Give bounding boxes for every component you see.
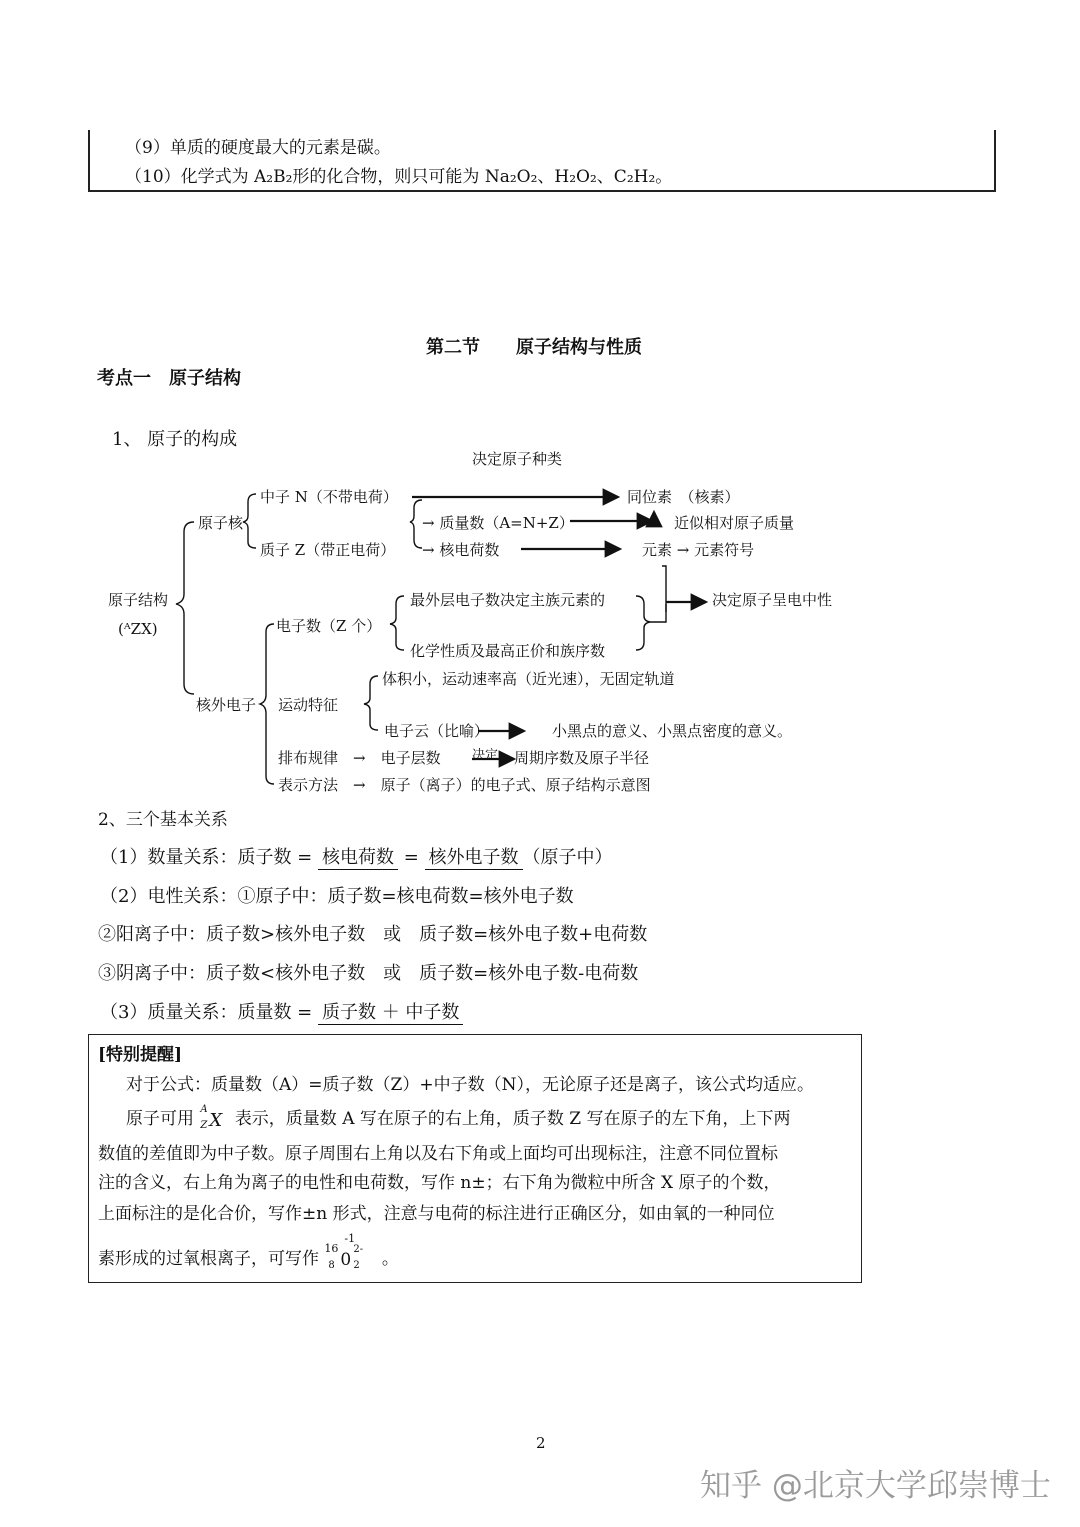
diagram-decide: 决定: [472, 748, 499, 763]
nuclide-notation: A Z X: [200, 1103, 223, 1131]
reminder-p6: 素形成的过氧根离子，可写作 16 8 0 -1 2- 2 。: [98, 1231, 399, 1271]
list-item-9: （9）单质的硬度最大的元素是碳。: [125, 138, 391, 158]
diagram-electron-count: 电子数（Z 个）: [276, 617, 382, 635]
subheading-2: 2、三个基本关系: [98, 810, 228, 830]
relation-quantity: （1）数量关系：质子数 = 核电荷数 = 核外电子数 （原子中）: [100, 847, 613, 868]
diagram-electrons: 核外电子: [196, 696, 257, 714]
relation-cation: ②阳离子中：质子数>核外电子数 或 质子数=核外电子数+电荷数: [98, 924, 648, 945]
reminder-p4: 注的含义，右上角为离子的电性和电荷数，写作 n±；右下角为微粒中所含 X 原子的个数，: [98, 1173, 781, 1193]
relation-mass: （3）质量关系：质量数 = 质子数 ＋ 中子数: [100, 998, 463, 1025]
page-number: 2: [536, 1434, 546, 1452]
diagram-arrange: 排布规律 → 电子层数: [278, 749, 441, 767]
section-title: 第二节 原子结构与性质: [426, 337, 642, 358]
diagram-mass-number: → 质量数（A=N+Z）: [422, 514, 574, 532]
diagram-nuclear-charge: → 核电荷数: [422, 541, 500, 559]
diagram-isotope: 同位素 （核素）: [627, 488, 740, 506]
diagram-element: 元素 → 元素符号: [642, 541, 755, 559]
diagram-approx-mass: 近似相对原子质量: [674, 514, 795, 532]
kaodian-heading: 考点一 原子结构: [97, 368, 241, 389]
diagram-cloud: 电子云（比喻）: [384, 722, 490, 740]
diagram-period: 周期序数及原子半径: [514, 749, 650, 767]
reminder-p3: 数值的差值即为中子数。原子周围右上角以及右下角或上面均可出现标注，注意不同位置标: [98, 1144, 778, 1164]
diagram-neutron: 中子 N（不带电荷）: [260, 488, 398, 506]
relation-anion: ③阴离子中：质子数<核外电子数 或 质子数=核外电子数-电荷数: [98, 963, 639, 984]
diagram-nucleus: 原子核: [198, 514, 244, 532]
diagram-outer-1: 最外层电子数决定主族元素的: [410, 591, 606, 609]
peroxide-notation: 16 8 0 -1 2- 2: [324, 1231, 364, 1271]
reminder-title: [特别提醒]: [98, 1045, 183, 1065]
reminder-p2: 原子可用 A Z X 表示，质量数 A 写在原子的右上角，质子数 Z 写在原子的左下角，上下两: [126, 1103, 791, 1131]
diagram-proton: 质子 Z（带正电荷）: [260, 541, 396, 559]
diagram-root: 原子结构: [108, 591, 169, 609]
diagram-motion: 运动特征: [278, 696, 339, 714]
diagram-motion-1: 体积小，运动速率高（近光速），无固定轨道: [382, 670, 675, 688]
reminder-p5: 上面标注的是化合价，写作±n 形式，注意与电荷的标注进行正确区分，如由氧的一种同位: [98, 1204, 775, 1224]
diagram-express: 表示方法 → 原子（离子）的电子式、原子结构示意图: [278, 776, 651, 794]
diagram-root-symbol: (ᴬZX): [118, 620, 158, 638]
subheading-1: 1、 原子的构成: [112, 429, 238, 450]
relation-charge: （2）电性关系：①原子中：质子数=核电荷数=核外电子数: [100, 886, 574, 907]
diagram-neutral: 决定原子呈电中性: [712, 591, 833, 609]
diagram-top-label: 决定原子种类: [472, 450, 563, 468]
list-item-10: （10）化学式为 A₂B₂形的化合物，则只可能为 Na₂O₂、H₂O₂、C₂H₂。: [125, 167, 673, 187]
diagram-outer-2: 化学性质及最高正价和族序数: [410, 642, 606, 660]
reminder-p1: 对于公式：质量数（A）=质子数（Z）+中子数（N），无论原子还是离子，该公式均适应。: [126, 1075, 814, 1095]
diagram-cloud-meaning: 小黑点的意义、小黑点密度的意义。: [552, 722, 793, 740]
watermark: 知乎 @北京大学邱崇博士: [700, 1468, 1051, 1504]
